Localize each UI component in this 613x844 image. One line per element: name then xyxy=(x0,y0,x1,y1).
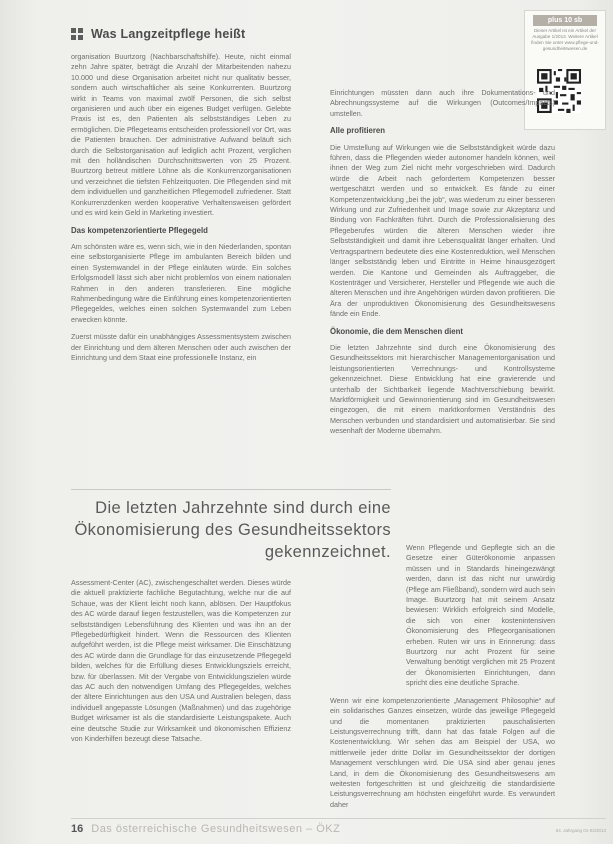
quote-divider xyxy=(71,489,391,490)
grid-icon xyxy=(71,28,83,40)
page-number: 16 xyxy=(71,823,84,835)
paragraph: Wenn Pflegende und Gepflegte sich an die Gesetze einer Güterökonomie anpassen müssen und in Standards hineingezwängt werden, dann ist das nicht nur unwürdig (Pflege am Fließband), sondern wird auch sein Image. Buurtzorg hat mit seinem Ansatz bewiesen: Wirklich erfolgreich sind Modelle, die sich von einer kostenintensiven Ökonomisierung des Pflegeorganisationen erheben. Ruten wir uns in Erinnerung: dass Buurtzorg nur acht Prozent für seine Verwaltung benötigt verglichen mit 25 Prozent der Ökonomisierten Einrichtungen, dann spricht dies eine deutliche Sprache. xyxy=(406,543,556,688)
column-c xyxy=(71,578,291,752)
column-d xyxy=(330,543,555,817)
qr-text: Dieser Artikel ist ein Artikel der Ausgabe 1/2013. Weitere Artikel finden Sie unter www.pflege-und-gesundheitswesen.de xyxy=(531,28,599,51)
column-a xyxy=(71,52,291,370)
magazine-title: Das österreichische Gesundheitswesen – ÖKZ xyxy=(91,823,341,835)
subheading: Alle profitieren xyxy=(330,126,386,136)
paragraph: Wenn wir eine kompetenzorientierte „Management Philosophie“ auf ein solidarisches Ganzes einsetzen, würde das jeweilige Pflegegeld und die momentanen praktizierten pauschalisierten Leistungsverrechnung trifft, dann hat das fatale Folgen auf die Kostenentwicklung. Wir sehen das am Beispiel der USA, wo mittlerweile jeder dritte Dollar im Gesundheitssektor der dortigen Management verschlungen wird. Die USA sind aber genau jenes Land, in dem die Ökonomisierung des Gesundheitswesens am weitesten fortgeschritten ist und gleichzeitig die standardisierte Leistungsverrechnung am höchsten eingeführt wurde. Es verwundert daher xyxy=(330,695,555,809)
subheading: Ökonomie, die dem Menschen dient xyxy=(330,326,464,336)
section-header xyxy=(71,27,245,41)
column-b xyxy=(330,88,555,444)
paragraph: Assessment-Center (AC), zwischengeschaltet werden. Dieses würde die aktuell praktizierte fachliche Begutachtung, welche nur die auf Schaue, was der Klient leicht noch kann, ablösen. Der Hauptfokus des AC würde darauf liegen festzustellen, was die Kompetenzen zur selbstständigen Lebensführung des Klienten und was ihn an der Pflegebedürftigkeit hindert. Wenn die Ressourcen des Klienten aufgeführt werden, ist die Pflege meist wirksamer. Die Einschätzung des AC würde dann die Grundlage für das einzusetzende Pflegegeld bilden, welches für die Erfüllung dieses Entwicklungsziels erreicht, bzw. für überlassen. Mit der Vergabe von Entwicklungszielen würde das AC auch den notwendigen Umfang des Pflegegeldes, welches der ältere Einrichtungen aus den USA und Australien belegen, dass individuell angepasste Lösungen (Maßnahmen) und das zugehörige Budget wirksamer ist als die standardisierte Leistungspakete. Auch eine deutsche Studie zur Wirksamkeit und ökonomischen Effizienz von Kinderhilfen bezeugt diese Tatsache. xyxy=(71,578,291,744)
paragraph: organisation Buurtzorg (Nachbarschaftshilfe). Heute, nicht einmal zehn Jahre später, beträgt die Anzahl der Mitarbeitenden nahezu 10.000 und diese Organisation arbeitet nicht nur qualitativ besser, sondern auch wirtschaftlicher als seine Konkurrenten. Buurtzorg wirkt in Teams von maximal zwölf Personen, die sich selbst organisieren und auch über ein eigenes Budget verfügen. Gelebte Praxis ist es, den Patienten als selbstständiges Leben zu ermöglichen. Die Pflegeteams entscheiden professionell vor Ort, was die Patienten brauchen. Der administrative Aufwand beläuft sich durch die Selbstorganisation auf lediglich acht Prozent, verglichen mit den holländischen Durchschnittswerten von 25 Prozent. Buurtzorg betreut mittlere Löhne als die Konkurrenzorganisationen und verzeichnet die tiefsten Fehlzeitquoten. Die Pflegenden sind mit dem individuellen und ganzheitlichen Pflegemodell zufriedener. Statt Konkurrenzdenken werden kooperative Verhaltensweisen gefördert und es wird kein Geld in Marketing investiert. xyxy=(71,52,291,218)
page-footer xyxy=(71,818,606,835)
paragraph: Am schönsten wäre es, wenn sich, wie in den Niederlanden, spontan eine selbstorganisierte Pflege im ambulanten Bereich bilden und einen Systemwandel in der Pflege einläuten würde. Ein solches Erfolgsmodell lässt sich aber nicht problemlos von einem nationalen Rahmen in den anderen transferieren. Eine mögliche Rahmenbedingung wäre die Einführung eines kompetenzorientierten Pflegegeldes, welches einen solchen Systemwandel zum Leben erwecken könnte. xyxy=(71,241,291,324)
section-title: Was Langzeitpflege heißt xyxy=(91,27,246,41)
pull-quote: Die letzten Jahrzehnte sind durch eine Ökonomisierung des Gesundheitssektors gekennzeichnet. xyxy=(74,499,391,561)
issue-credit: 54. Jahrgang 01-02/2013 xyxy=(555,828,606,833)
qr-label: plus 10 sb xyxy=(533,15,597,26)
paragraph: Die Umstellung auf Wirkungen wie die Selbstständigkeit würde dazu führen, dass die Pflegenden wieder autonomer handeln können, weil ihnen der Weg zum Ziel nicht mehr vorgeschrieben wird. Dadurch würde die Arbeit nach gefordertem Kompetenzen besser wertgeschätzt werden und so entwickelt. Es fände zu einer Kompetenzentwicklung „bei the job“, was wiederum zu einer besseren Wirkung und zur Zufriedenheit und Image sowie zur Akzeptanz und Bindung von Fachkräften führt. Durch die Professionalisierung des Pflegeberufes würden die älteren Menschen wieder ihre Selbstständigkeit und damit ihre Lebensqualität länger erhalten. Und Vertragspartnern bedeutete dies eine Kostenreduktion, weil Menschen länger selbstständig leben und Eintritte in Heime hinausgezögert werden. Die Kantone und Gemeinden als Auftraggeber, die Kostenträger und Versicherer, Hersteller und Pflegende wie auch die älteren Menschen und ihre Angehörigen würden davon profitieren. Die Ära der unproduktiven Ökonomisierung des Gesundheitswesens fände ein Ende. xyxy=(330,142,555,319)
subheading: Das kompetenzorientierte Pflegegeld xyxy=(71,225,208,235)
paragraph: Zuerst müsste dafür ein unabhängiges Assessmentsystem zwischen der Einrichtung und dem älteren Menschen oder auch zwischen der Einrichtung und dem Staat eine professionelle Instanz, ein xyxy=(71,332,291,362)
paragraph: Einrichtungen müssten dann auch ihre Dokumentations- und Abrechnungssysteme auf die Wirkungen (Outcomes/Impacts) umstellen. xyxy=(330,88,555,118)
paragraph: Die letzten Jahrzehnte sind durch eine Ökonomisierung des Gesundheitssektors mit hierarchischer Managementorganisation und leistungsorientierten Verrechnungs- und Kontrollsysteme gekennzeichnet. Diese Entwicklung hat eine gravierende und unterhalb der Sichtbarkeit liegende Machtverschiebung bewirkt. Marktförmigkeit und Gewinnorientierung sind im Gesundheitswesen eingezogen, die mit einem marktkonformen Verständnis des Menschen verbunden und standardisiert und automatisierbar. Sie sind wesenhaft der Moderne übernahm. xyxy=(330,342,555,436)
